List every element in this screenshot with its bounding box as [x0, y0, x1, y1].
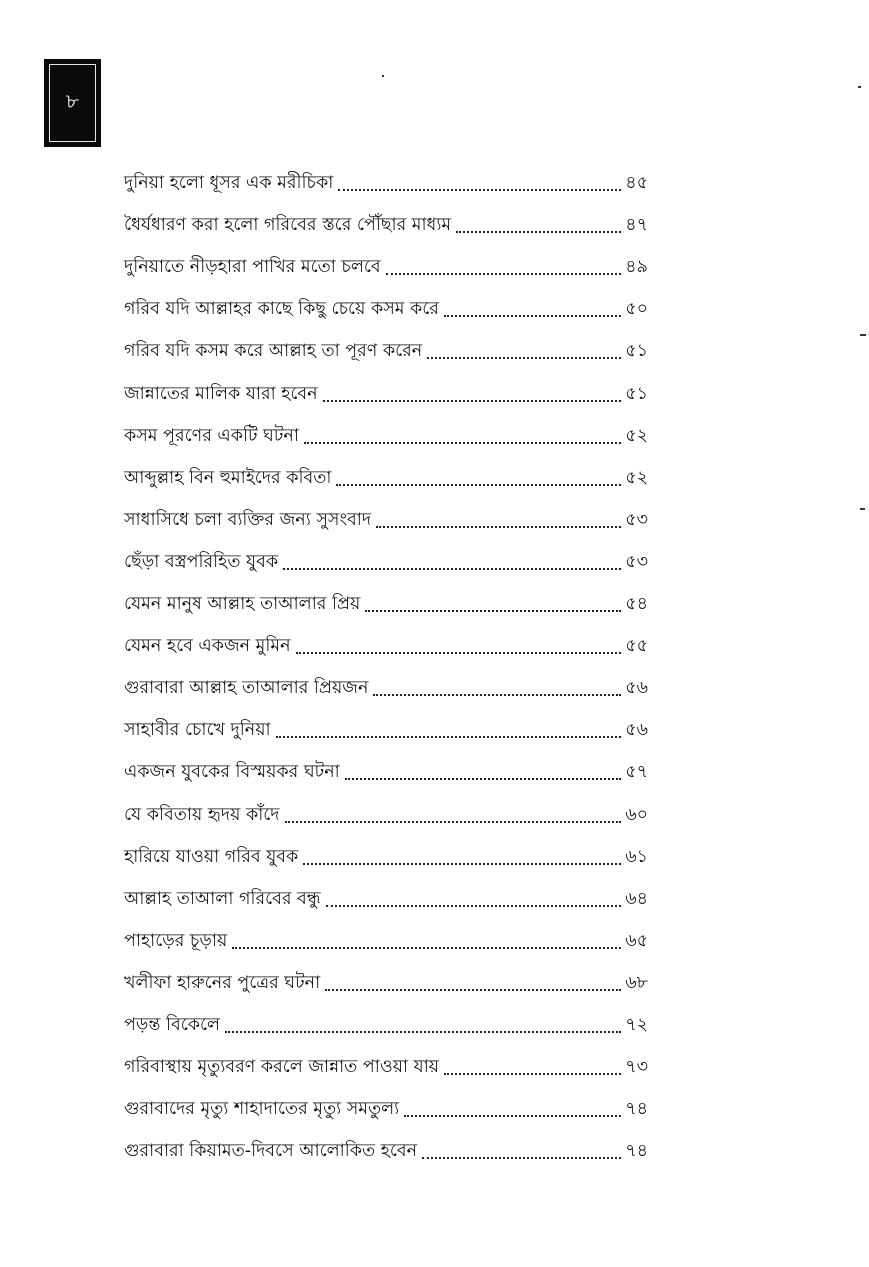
scan-speck [860, 334, 866, 336]
toc-entry-title: আল্লাহ তাআলা গরিবের বন্ধু [124, 888, 321, 909]
toc-entry-title: গরিব যদি কসম করে আল্লাহ তা পূরণ করেন [124, 341, 423, 362]
dot-leader [296, 652, 621, 654]
toc-entry-title: ধৈর্যধারণ করা হলো গরিবের স্তরে পৌঁছার মাধ্যম [124, 215, 452, 236]
toc-entry-title: কসম পূরণের একটি ঘটনা [124, 425, 299, 446]
toc-entry-page: ৫৫ [625, 636, 648, 657]
toc-entry [124, 489, 648, 531]
page-number-box [44, 59, 101, 147]
toc-entry [124, 573, 648, 615]
toc-entry-page: ৫২ [625, 425, 648, 446]
toc-entry-page: ৬৪ [625, 888, 648, 909]
toc-entry [124, 447, 648, 489]
toc-entry-title: আব্দুল্লাহ বিন হুমাইদের কবিতা [124, 467, 332, 488]
toc-entry [124, 362, 648, 404]
toc-entry-title: গরিবাস্থায় মৃত্যুবরণ করলে জান্নাত পাওয়া যায় [124, 1057, 440, 1078]
page-number: ৮ [66, 89, 79, 113]
toc-entry-title: গুরাবাদের মৃত্যু শাহাদাতের মৃত্যু সমতুল্য [124, 1099, 400, 1120]
toc-entry-page: ৭৩ [625, 1057, 648, 1078]
toc-entry [124, 320, 648, 362]
dot-leader [303, 863, 621, 865]
toc-entry-page: ৫৬ [625, 720, 648, 741]
toc-entry-title: যেমন হবে একজন মুমিন [124, 636, 291, 657]
dot-leader [376, 526, 621, 528]
toc-entry-page: ৭৪ [625, 1099, 648, 1120]
toc-entry [124, 910, 648, 952]
toc-entry-page: ৭২ [625, 1014, 648, 1035]
toc-entry [124, 699, 648, 741]
toc-entry-title: জান্নাতের মালিক যারা হবেন [124, 383, 318, 404]
dot-leader [338, 189, 621, 191]
dot-leader [232, 947, 621, 949]
toc-entry-page: ৬০ [625, 804, 648, 825]
toc-entry [124, 236, 648, 278]
dot-leader [323, 400, 621, 402]
toc-entry [124, 952, 648, 994]
toc-entry-title: গরিব যদি আল্লাহর কাছে কিছু চেয়ে কসম করে [124, 299, 439, 320]
toc-entry-title: দুনিয়াতে নীড়হারা পাখির মতো চলবে [124, 257, 381, 278]
dot-leader [225, 1031, 621, 1033]
toc-entry-page: ৫৭ [625, 762, 648, 783]
toc-entry-title: ছেঁড়া বস্ত্রপরিহিত যুবক [124, 551, 279, 572]
dot-leader [276, 736, 621, 738]
toc-entry-title: খলীফা হারুনের পুত্রের ঘটনা [124, 972, 321, 993]
toc-entry [124, 405, 648, 447]
toc-entry [124, 152, 648, 194]
dot-leader [283, 568, 621, 570]
dot-leader [444, 1073, 621, 1075]
toc-entry-page: ৫৬ [625, 678, 648, 699]
dot-leader [304, 442, 621, 444]
toc-entry-title: যে কবিতায় হৃদয় কাঁদে [124, 804, 280, 825]
toc-entry-title: সাহাবীর চোখে দুনিয়া [124, 720, 271, 741]
scan-speck [382, 75, 384, 77]
toc-entry [124, 741, 648, 783]
toc-entry-page: ৫১ [625, 383, 648, 404]
dot-leader [422, 1157, 621, 1159]
dot-leader [285, 821, 621, 823]
toc-entry-page: ৫৩ [625, 551, 648, 572]
toc-entry-page: ৫১ [625, 341, 648, 362]
toc-entry-page: ৪৫ [625, 173, 648, 194]
toc-entry-title: দুনিয়া হলো ধূসর এক মরীচিকা [124, 173, 334, 194]
toc-entry-title: পড়ন্ত বিকেলে [124, 1014, 221, 1035]
dot-leader [345, 778, 621, 780]
toc-entry-title: যেমন মানুষ আল্লাহ তাআলার প্রিয় [124, 594, 361, 615]
toc-entry-page: ৬১ [625, 846, 648, 867]
toc-entry-title: হারিয়ে যাওয়া গরিব যুবক [124, 846, 299, 867]
dot-leader [373, 694, 621, 696]
toc-entry-page: ৪৯ [625, 257, 648, 278]
toc-entry [124, 868, 648, 910]
toc-entry-page: ৭৪ [625, 1141, 648, 1162]
dot-leader [427, 357, 621, 359]
table-of-contents [124, 152, 648, 1162]
dot-leader [404, 1115, 621, 1117]
dot-leader [444, 315, 621, 317]
toc-entry [124, 278, 648, 320]
toc-entry [124, 531, 648, 573]
toc-entry [124, 783, 648, 825]
dot-leader [456, 231, 621, 233]
toc-entry-page: ৬৫ [625, 930, 648, 951]
toc-entry-page: ৬৮ [625, 972, 648, 993]
toc-entry-title: পাহাড়ের চূড়ায় [124, 930, 228, 951]
scan-speck [858, 86, 861, 88]
toc-entry-title: গুরাবারা কিয়ামত-দিবসে আলোকিত হবেন [124, 1141, 418, 1162]
toc-entry-page: ৫০ [625, 299, 648, 320]
toc-entry-page: ৫৪ [625, 594, 648, 615]
toc-entry [124, 994, 648, 1036]
toc-entry-title: সাধাসিধে চলা ব্যক্তির জন্য সুসংবাদ [124, 509, 372, 530]
toc-entry [124, 657, 648, 699]
dot-leader [365, 610, 621, 612]
toc-entry [124, 1036, 648, 1078]
toc-entry-page: ৫২ [625, 467, 648, 488]
scan-speck [860, 508, 865, 510]
toc-entry [124, 1120, 648, 1162]
toc-entry [124, 615, 648, 657]
dot-leader [325, 989, 621, 991]
toc-entry [124, 826, 648, 868]
dot-leader [336, 484, 621, 486]
dot-leader [326, 905, 621, 907]
toc-entry-title: গুরাবারা আল্লাহ তাআলার প্রিয়জন [124, 678, 369, 699]
toc-entry-title: একজন যুবকের বিস্ময়কর ঘটনা [124, 762, 340, 783]
toc-entry [124, 194, 648, 236]
toc-entry [124, 1078, 648, 1120]
toc-entry-page: ৪৭ [625, 215, 648, 236]
dot-leader [386, 273, 621, 275]
toc-entry-page: ৫৩ [625, 509, 648, 530]
